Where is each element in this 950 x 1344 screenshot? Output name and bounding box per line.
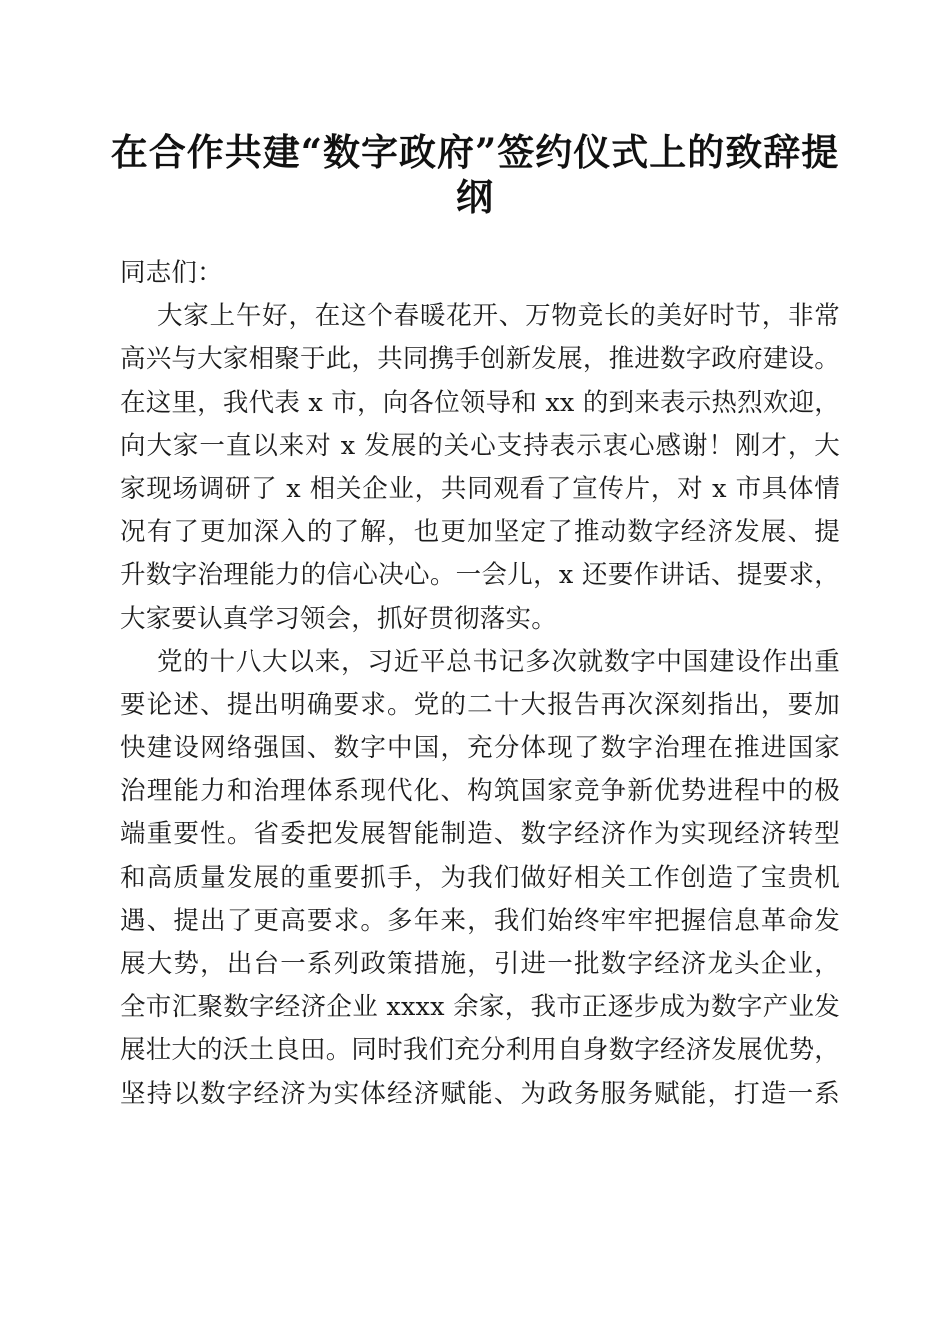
paragraph-line: 向大家一直以来对 x 发展的关心支持表示衷心感谢！刚才，大 xyxy=(120,430,840,461)
paragraph-line: 在这里，我代表 x 市，向各位领导和 xx 的到来表示热烈欢迎， xyxy=(120,387,840,418)
paragraph-line: 升数字治理能力的信心决心。一会儿，x 还要作讲话、提要求， xyxy=(120,560,840,591)
paragraph-1 xyxy=(120,295,840,641)
paragraph-line: 坚持以数字经济为实体经济赋能、为政务服务赋能，打造一系 xyxy=(120,1078,840,1109)
paragraph-line: 和高质量发展的重要抓手，为我们做好相关工作创造了宝贵机 xyxy=(120,862,840,893)
paragraph-line: 快建设网络强国、数字中国，充分体现了数字治理在推进国家 xyxy=(120,733,840,764)
paragraph-line: 家现场调研了 x 相关企业，共同观看了宣传片，对 x 市具体情 xyxy=(120,473,840,504)
paragraph-line: 全市汇聚数字经济企业 xxxx 余家，我市正逐步成为数字产业发 xyxy=(120,992,840,1023)
paragraph-2 xyxy=(120,641,840,1116)
document-title: 在合作共建“数字政府”签约仪式上的致辞提纲 xyxy=(110,130,840,219)
paragraph-line: 要论述、提出明确要求。党的二十大报告再次深刻指出，要加 xyxy=(120,689,840,720)
paragraph-line: 展壮大的沃土良田。同时我们充分利用自身数字经济发展优势， xyxy=(120,1035,840,1066)
paragraph-line: 治理能力和治理体系现代化、构筑国家竞争新优势进程中的极 xyxy=(120,776,840,807)
paragraph-line: 展大势，出台一系列政策措施，引进一批数字经济龙头企业， xyxy=(120,949,840,979)
paragraph-line: 遇、提出了更高要求。多年来，我们始终牢牢把握信息革命发 xyxy=(120,905,840,936)
paragraph-line: 端重要性。省委把发展智能制造、数字经济作为实现经济转型 xyxy=(120,819,840,850)
paragraph-line: 大家上午好，在这个春暖花开、万物竞长的美好时节，非常 xyxy=(157,301,840,332)
paragraph-line: 党的十八大以来，习近平总书记多次就数字中国建设作出重 xyxy=(157,646,840,677)
salutation: 同志们： xyxy=(120,258,223,288)
document-body xyxy=(120,252,840,1116)
paragraph-line: 大家要认真学习领会，抓好贯彻落实。 xyxy=(120,603,557,634)
paragraph-line: 况有了更加深入的了解，也更加坚定了推动数字经济发展、提 xyxy=(120,517,840,548)
paragraph-line: 高兴与大家相聚于此，共同携手创新发展，推进数字政府建设。 xyxy=(120,344,840,375)
